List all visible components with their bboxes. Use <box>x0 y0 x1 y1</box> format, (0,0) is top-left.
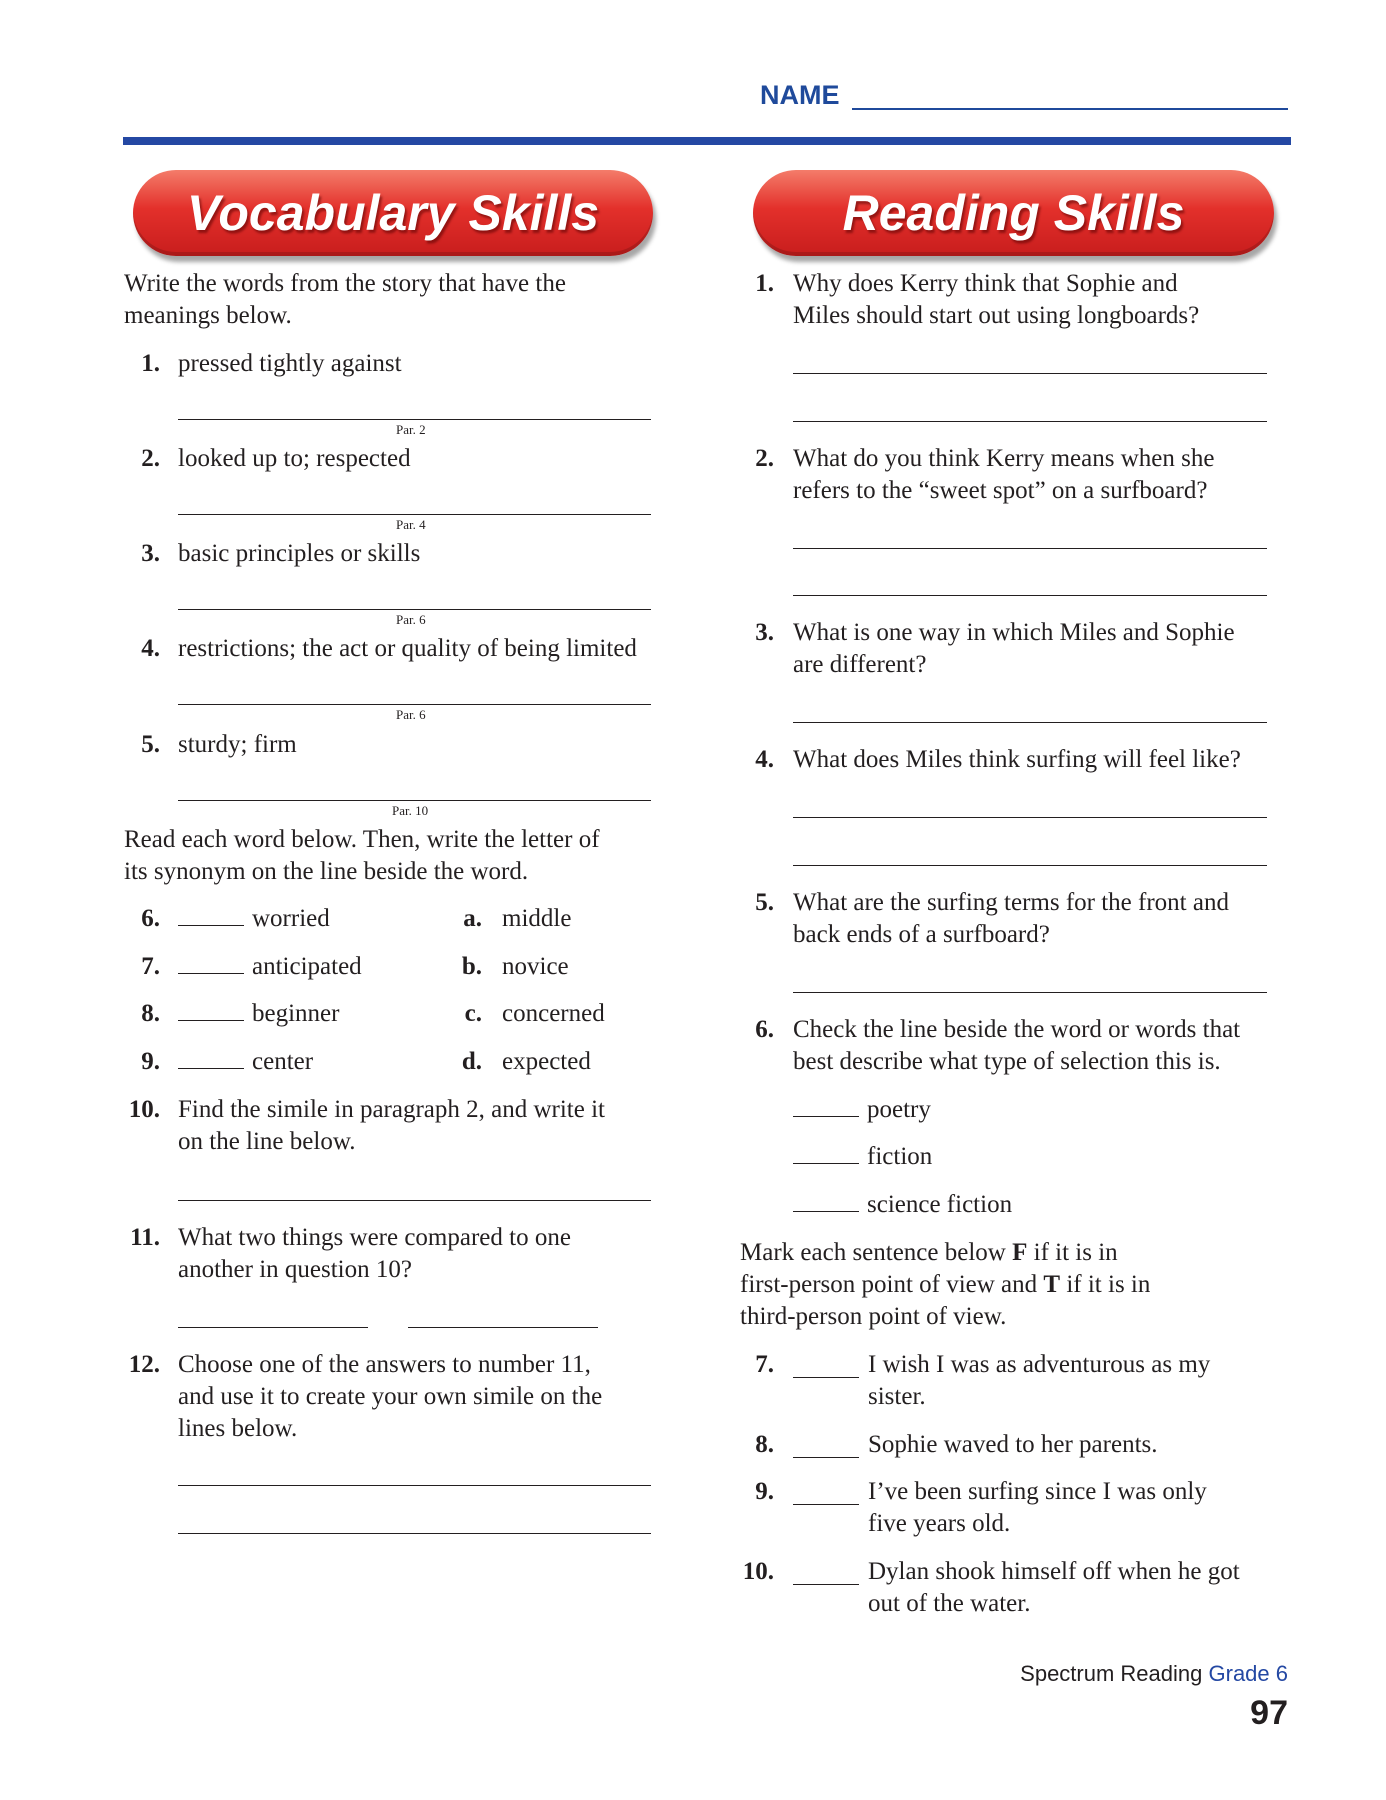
question-text: What does Miles think surfing will feel like? <box>793 746 1241 773</box>
synonym-option: concerned <box>502 1000 605 1027</box>
synonym-option: novice <box>502 953 569 980</box>
answer-line[interactable] <box>178 800 651 801</box>
pov-sentence: Sophie waved to her parents. <box>868 1431 1158 1458</box>
option-letter: d. <box>461 1048 482 1075</box>
synonym-intro: its synonym on the line beside the word. <box>124 858 529 885</box>
question-text: What two things were compared to one <box>178 1224 571 1251</box>
item-number: 10. <box>128 1096 160 1123</box>
option-label: science fiction <box>867 1191 1013 1218</box>
item-number: 3. <box>755 619 774 646</box>
vocab-intro: Write the words from the story that have the <box>124 270 566 297</box>
question-text: Miles should start out using longboards? <box>793 302 1200 329</box>
answer-blank[interactable] <box>178 951 244 974</box>
question-text: best describe what type of selection this is. <box>793 1048 1221 1075</box>
grade-label: Grade 6 <box>1208 1661 1288 1686</box>
pov-intro: third-person point of view. <box>740 1303 1007 1330</box>
answer-blank[interactable] <box>178 903 244 926</box>
question-text: on the line below. <box>178 1128 356 1155</box>
answer-line[interactable] <box>178 419 651 420</box>
header-rule <box>123 137 1291 145</box>
name-input-line[interactable] <box>852 108 1288 110</box>
check-blank[interactable] <box>793 1141 859 1164</box>
item-number: 6. <box>755 1016 774 1043</box>
answer-blank[interactable] <box>793 1355 859 1378</box>
check-blank[interactable] <box>793 1189 859 1212</box>
paragraph-ref: Par. 2 <box>396 422 426 437</box>
option-letter: c. <box>464 1000 482 1027</box>
answer-line[interactable] <box>178 1533 651 1534</box>
answer-line[interactable] <box>178 609 651 610</box>
item-number: 4. <box>755 746 774 773</box>
question-text: What do you think Kerry means when she <box>793 445 1215 472</box>
question-text: another in question 10? <box>178 1256 412 1283</box>
item-number: 1. <box>141 350 160 377</box>
question-text: refers to the “sweet spot” on a surfboard? <box>793 477 1208 504</box>
item-definition: restrictions; the act or quality of being limited <box>178 635 637 662</box>
item-number: 5. <box>755 889 774 916</box>
option-letter: a. <box>463 905 482 932</box>
answer-line[interactable] <box>178 1200 651 1201</box>
item-definition: pressed tightly against <box>178 350 402 377</box>
pov-sentence: I’ve been surfing since I was only <box>868 1478 1207 1505</box>
answer-blank[interactable] <box>793 1562 859 1585</box>
question-text: Check the line beside the word or words that <box>793 1016 1241 1043</box>
check-option <box>793 1141 932 1173</box>
question-text: Choose one of the answers to number 11, <box>178 1351 591 1378</box>
item-number: 12. <box>128 1351 160 1378</box>
item-number: 7. <box>141 953 160 980</box>
pov-sentence: out of the water. <box>868 1590 1031 1617</box>
answer-line[interactable] <box>408 1327 598 1328</box>
item-number: 5. <box>141 731 160 758</box>
item-number: 7. <box>755 1351 774 1378</box>
question-text: back ends of a surfboard? <box>793 921 1050 948</box>
check-option <box>793 1094 931 1126</box>
question-text: and use it to create your own simile on the <box>178 1383 603 1410</box>
answer-line[interactable] <box>793 865 1267 866</box>
item-number: 4. <box>141 635 160 662</box>
question-text: What are the surfing terms for the front and <box>793 889 1229 916</box>
paragraph-ref: Par. 6 <box>396 612 426 627</box>
option-letter: b. <box>461 953 482 980</box>
pov-intro: Mark each sentence below F if it is in <box>740 1239 1118 1266</box>
item-number: 2. <box>755 445 774 472</box>
answer-line[interactable] <box>793 992 1267 993</box>
item-definition: sturdy; firm <box>178 731 297 758</box>
answer-line[interactable] <box>793 373 1267 374</box>
item-definition: looked up to; respected <box>178 445 411 472</box>
question-text: Find the simile in paragraph 2, and write it <box>178 1096 605 1123</box>
check-option <box>793 1189 1012 1221</box>
item-number: 2. <box>141 445 160 472</box>
paragraph-ref: Par. 6 <box>396 707 426 722</box>
item-number: 6. <box>141 905 160 932</box>
synonym-word: anticipated <box>252 953 362 980</box>
answer-line[interactable] <box>793 595 1267 596</box>
item-number: 9. <box>141 1048 160 1075</box>
name-label: NAME <box>760 80 840 110</box>
vocab-intro: meanings below. <box>124 302 292 329</box>
answer-blank[interactable] <box>793 1482 859 1505</box>
paragraph-ref: Par. 10 <box>392 803 429 818</box>
option-label: fiction <box>867 1143 933 1170</box>
answer-blank[interactable] <box>178 1046 244 1069</box>
synonym-word: center <box>252 1048 314 1075</box>
option-label: poetry <box>867 1096 931 1123</box>
answer-line[interactable] <box>178 1327 368 1328</box>
question-text: are different? <box>793 651 927 678</box>
item-number: 3. <box>141 540 160 567</box>
pov-sentence: I wish I was as adventurous as my <box>868 1351 1211 1378</box>
series-title: Spectrum Reading Grade 6 <box>1020 1661 1288 1686</box>
synonym-intro: Read each word below. Then, write the letter of <box>124 826 600 853</box>
synonym-option: expected <box>502 1048 591 1075</box>
item-number: 11. <box>130 1224 160 1251</box>
item-number: 1. <box>755 270 774 297</box>
synonym-option: middle <box>502 905 572 932</box>
item-number: 10. <box>742 1558 774 1585</box>
item-number: 9. <box>755 1478 774 1505</box>
pov-sentence: five years old. <box>868 1510 1011 1537</box>
item-definition: basic principles or skills <box>178 540 421 567</box>
check-blank[interactable] <box>793 1094 859 1117</box>
pov-sentence: sister. <box>868 1383 926 1410</box>
pov-sentence: Dylan shook himself off when he got <box>868 1558 1240 1585</box>
vocabulary-skills-banner: Vocabulary Skills <box>133 170 653 256</box>
answer-line[interactable] <box>178 514 651 515</box>
synonym-word: worried <box>252 905 330 932</box>
question-text: What is one way in which Miles and Sophie <box>793 619 1235 646</box>
reading-skills-banner: Reading Skills <box>753 170 1274 256</box>
answer-blank[interactable] <box>178 998 244 1021</box>
question-text: Why does Kerry think that Sophie and <box>793 270 1178 297</box>
answer-line[interactable] <box>793 421 1267 422</box>
pov-intro: first-person point of view and T if it is in <box>740 1271 1151 1298</box>
question-text: lines below. <box>178 1415 298 1442</box>
answer-line[interactable] <box>178 1485 651 1486</box>
paragraph-ref: Par. 4 <box>396 517 426 532</box>
answer-line[interactable] <box>793 817 1267 818</box>
answer-blank[interactable] <box>793 1435 859 1458</box>
item-number: 8. <box>141 1000 160 1027</box>
answer-line[interactable] <box>793 548 1267 549</box>
answer-line[interactable] <box>178 704 651 705</box>
answer-line[interactable] <box>793 722 1267 723</box>
page-number: 97 <box>1250 1694 1288 1732</box>
item-number: 8. <box>755 1431 774 1458</box>
synonym-word: beginner <box>252 1000 340 1027</box>
